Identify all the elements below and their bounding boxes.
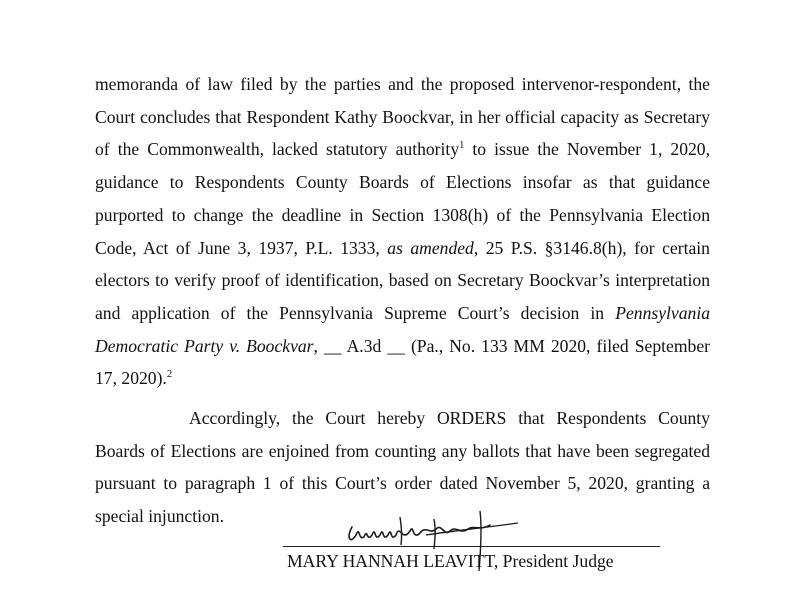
footnote-ref-2[interactable]: 2 (166, 369, 173, 381)
as-amended-italic: as amended (387, 237, 474, 258)
paragraph-1-text-b: to issue the November 1, 2020, guidance to Respondents County Boards of Elections insofar as that guidance purported to change the deadline in Section 1308(h) of the Pennsylvania Election Code, Act of June 3, 1937, P.L. 1333, (95, 139, 710, 258)
paragraph-1-text-c: , 25 P.S. §3146.8(h), for certain electors to verify proof of identification, based on Secretary Boockvar’s interpretation and application of the Pennsylvania Supreme Court’s decision in (95, 237, 710, 323)
paragraph-order: Accordingly, the Court hereby ORDERS that Respondents County Boards of Elections are enjoined from counting any ballots that have been segregated pursuant to paragraph 1 of this Court’s order dated November 5, 2020, granting a special injunction. (95, 408, 710, 527)
paragraph-1-text-d: , __ A.3d __ (Pa., No. 133 MM 2020, filed September 17, 2020). (95, 335, 710, 389)
paragraph-1-text-a: memoranda of law filed by the parties and the proposed intervenor-respondent, the Court concludes that Respondent Kathy Boockvar, in her official capacity as Secretary of the Commonwealth, lacked statutory authority (95, 74, 710, 160)
footnote-ref-1[interactable]: 1 (459, 140, 465, 152)
case-citation: Pennsylvania Democratic Party v. Boockvar (95, 302, 710, 356)
signer-name: MARY HANNAH LEAVITT, President Judge (287, 551, 614, 571)
paragraph-conclusion (95, 68, 710, 395)
